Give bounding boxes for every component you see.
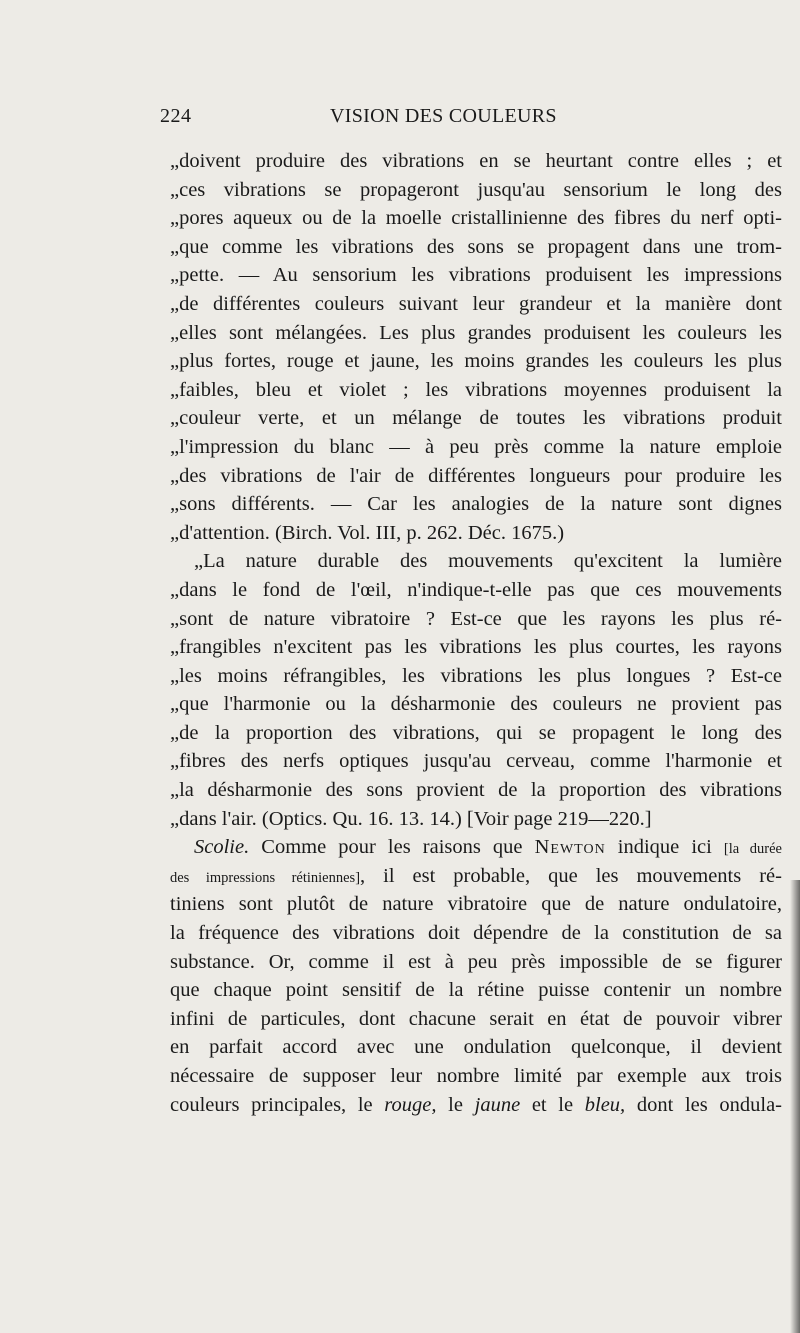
body-text [170,147,782,1119]
scolie-line: infini de particules, dont chacune serait en état de pouvoir vibrer [170,1007,782,1030]
bracket-note: des impressions rétiniennes] [170,869,361,886]
scolie-line: en parfait accord avec une ondulation quelconque, il devient [170,1036,782,1059]
text-line: „dans l'air. (Optics. Qu. 16. 13. 14.) [Voir page 219—220.] [170,807,652,830]
page-number: 224 [160,105,192,127]
text-line: „fibres des nerfs optiques jusqu'au cerveau, comme l'harmonie et [170,750,782,773]
color-word-rouge: rouge, [384,1093,437,1116]
scolie-line [170,862,782,891]
text-line: „de différentes couleurs suivant leur grandeur et la manière dont [170,292,782,315]
text-line: „elles sont mélangées. Les plus grandes produisent les couleurs les [170,321,782,344]
scolie-line: nécessaire de supposer leur nombre limité par exemple aux trois [170,1065,782,1087]
text-line: „des vibrations de l'air de différentes longueurs pour produire les [170,464,782,487]
text-line: „plus fortes, rouge et jaune, les moins grandes les couleurs les plus [170,350,782,373]
scolie-line: substance. Or, comme il est à peu près impossible de se figurer [170,950,782,973]
scolie-text: indique ici [605,836,724,859]
text-line: „dans le fond de l'œil, n'indique-t-elle pas que ces mouvements [170,578,782,601]
scolie-line [170,833,782,862]
scolie-text: dont les ondula- [625,1093,782,1116]
running-head: VISION DES COULEURS [330,105,557,127]
text-line: „pores aqueux ou de la moelle cristallinienne des fibres du nerf opti- [170,207,782,230]
text-line: „d'attention. (Birch. Vol. III, p. 262. Déc. 1675.) [170,521,565,544]
text-line: „sont de nature vibratoire ? Est-ce que les rayons les plus ré- [170,607,782,630]
text-line: „couleur verte, et un mélange de toutes les vibrations produit [170,407,782,430]
text-line: „de la proportion des vibrations, qui se propagent le long des [170,721,782,744]
page-edge-shadow [790,880,800,1333]
scolie-label: Scolie. [194,836,250,859]
scolie-line: la fréquence des vibrations doit dépendre de la constitution de sa [170,922,782,945]
text-line: „les moins réfrangibles, les vibrations les plus longues ? Est-ce [170,664,782,687]
text-line: „pette. — Au sensorium les vibrations produisent les impressions [170,264,782,287]
text-line: „l'impression du blanc — à peu près comme la nature emploie [170,435,782,458]
text-line: „que comme les vibrations des sons se propagent dans une trom- [170,235,782,258]
color-word-bleu: bleu, [584,1093,626,1116]
scolie-line: que chaque point sensitif de la rétine puisse contenir un nombre [170,979,782,1002]
scolie-text: le [436,1093,475,1116]
text-line: „doivent produire des vibrations en se heurtant contre elles ; et [170,150,782,172]
text-line: „faibles, bleu et violet ; les vibrations moyennes produisent la [170,378,782,401]
text-line: „frangibles n'excitent pas les vibrations les plus courtes, les rayons [170,636,782,659]
author-name: Newton [534,836,606,859]
scolie-text: couleurs principales, le [170,1093,385,1116]
scolie-text: Comme pour les raisons que [249,836,535,859]
scolie-text: et le [520,1093,585,1116]
bracket-note: [la durée [723,841,782,858]
text-line: „la désharmonie des sons provient de la proportion des vibrations [170,779,782,802]
text-line: „que l'harmonie ou la désharmonie des couleurs ne provient pas [170,693,782,716]
scolie-text: , il est probable, que les mouvements ré- [360,864,782,887]
text-line: „La nature durable des mouvements qu'excitent la lumière [194,550,782,573]
text-line: „ces vibrations se propageront jusqu'au sensorium le long des [170,178,782,201]
scolie-line: tiniens sont plutôt de nature vibratoire que de nature ondulatoire, [170,893,782,916]
color-word-jaune: jaune [474,1093,521,1116]
scolie-line [170,1091,782,1120]
page-header [160,105,800,133]
text-line: „sons différents. — Car les analogies de la nature sont dignes [170,493,782,516]
